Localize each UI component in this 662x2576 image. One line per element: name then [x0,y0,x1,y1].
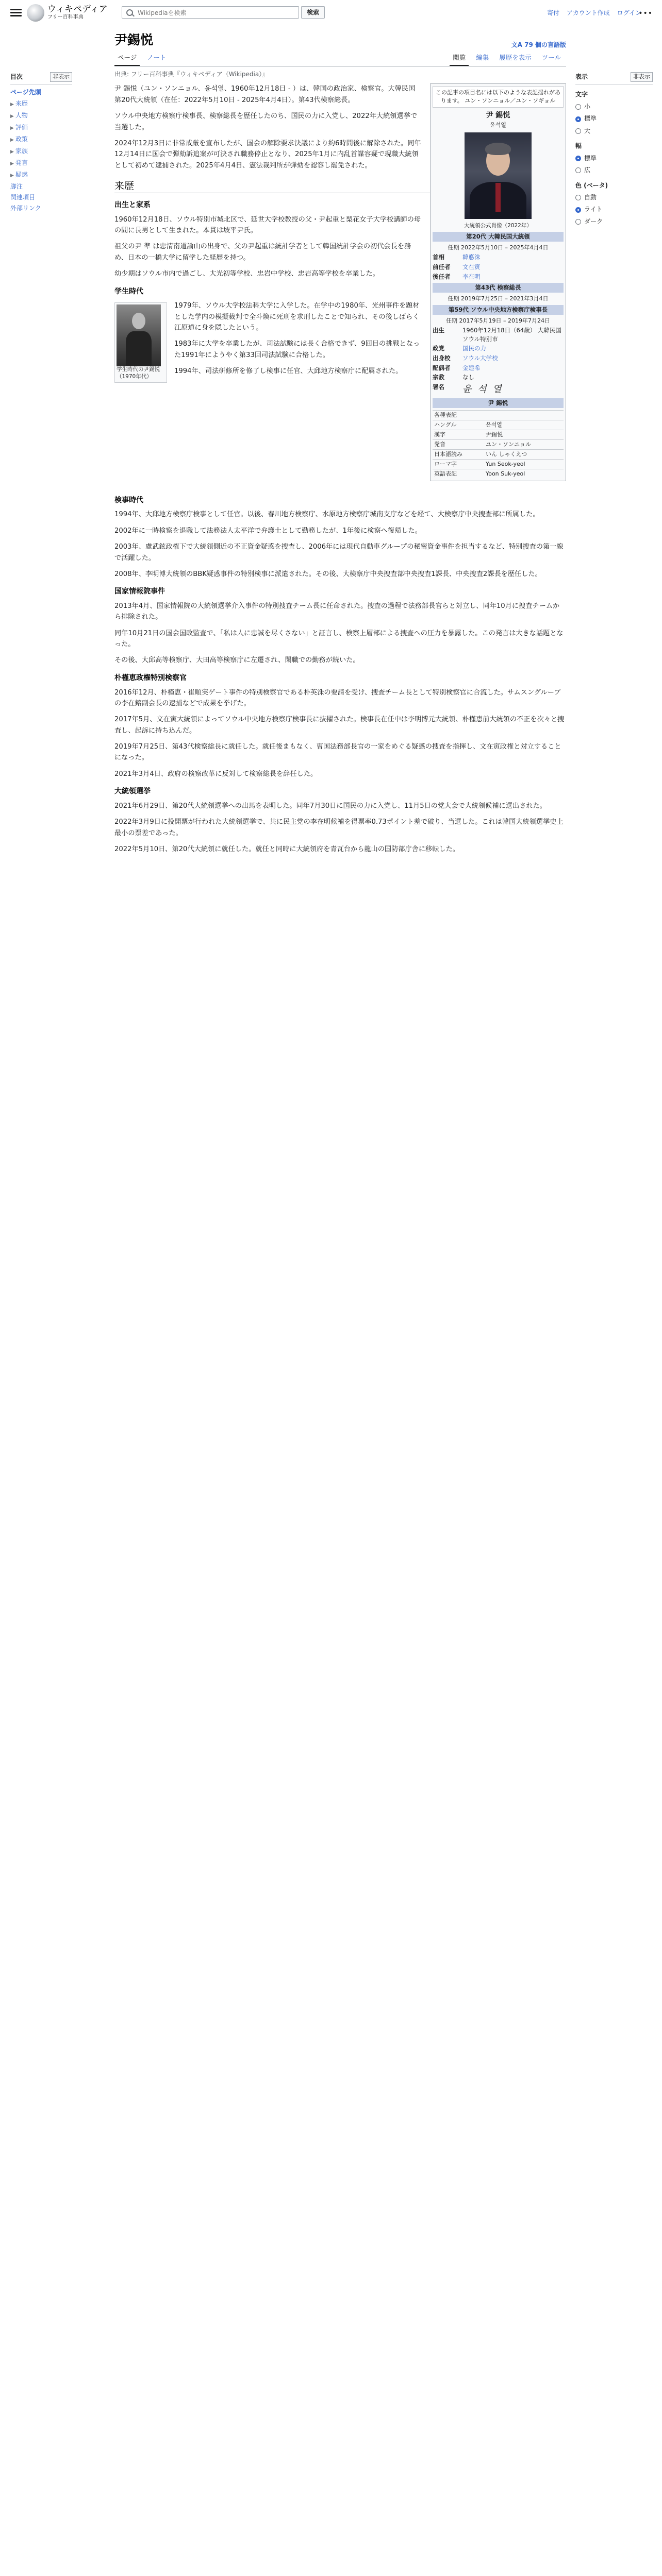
color-auto[interactable]: 自動 [575,193,653,202]
paragraph: 2002年に一時検察を退職して法務法人太平洋で弁護士として勤務したが、1年後に検察へ復帰した。 [114,527,422,535]
radio-selected-icon[interactable] [575,207,581,213]
appearance-header [575,72,653,84]
toc-item[interactable]: ▶ 発言 [10,159,28,166]
width-label: 幅 [575,142,582,150]
toc-item[interactable]: 関連項目 [10,193,36,201]
infobox [430,83,566,481]
paragraph: 2013年4月、国家情報院の大統領選挙介入事件の特別捜査チーム長に任命された。捜査の過程で法務部長官らと対立し、同年10月に捜査チームから排除された。 [114,602,560,621]
office-term: 任期 2017年5月19日 – 2019年7月24日 [446,317,550,325]
toc-item[interactable]: ▶ 人物 [10,111,28,119]
width-standard[interactable]: 標準 [575,154,653,163]
infobox-row: 後任者 李在明 [433,273,481,280]
subsection-heading: 出生と家系 [114,201,151,210]
color-dark[interactable]: ダーク [575,217,653,227]
lead-paragraph: 尹 錫悦（ユン・ソンニョル、윤석열、1960年12月18日 - ）は、韓国の政治家、検察官。大韓民国第20代大統領（在任：2022年5月10日 - 2025年4月4日）。第43代検察総長。 [114,85,416,104]
appearance-hide-button[interactable]: 非表示 [631,72,653,82]
paragraph: 2021年3月4日、政府の検察改革に反対して検察総長を辞任した。 [114,770,318,778]
chevron-right-icon[interactable]: ▶ [10,101,14,107]
paragraph: 1983年に大学を卒業したが、司法試験には長く合格できず、9回目の挑戦となった1991年にようやく第33回司法試験に合格した。 [174,340,420,359]
toc-item[interactable]: ▶ 疑惑 [10,171,28,178]
infobox-row: 首相 韓悳洙 [433,253,481,261]
paragraph: 2017年5月、文在寅大統領によってソウル中央地方検察庁検事長に抜擢された。検事長在任中は李明博元大統領、朴槿恵前大統領の不正を次々と捜査し、起訴に持ち込んだ。 [114,716,565,735]
tagline: フリー百科事典 [47,14,84,20]
lead-paragraph: 2024年12月3日に非常戒厳を宣布したが、国会の解除要求決議により約6時間後に解除された。同年12月14日に国会で弾劾訴追案が可決され職務停止となり、2025年1月に内乱首謀容疑で現職大統領として初めて逮捕された。2025年4月4日、憲法裁判所が弾劾を認容し罷免された。 [114,139,421,170]
section-heading: 来歴 [114,179,566,193]
toc-hide-button[interactable]: 非表示 [50,72,72,82]
office-term: 任期 2019年7月25日 – 2021年3月4日 [448,295,549,302]
wikipedia-logo-icon[interactable] [27,4,44,22]
chevron-right-icon[interactable]: ▶ [10,161,14,166]
subsection-heading: 大統領選挙 [114,787,151,796]
color-label: 色 (ベータ) [575,181,608,189]
subsection-heading: 朴槿恵政権特別検察官 [114,673,187,682]
subsection-heading: 国家情報院事件 [114,587,165,596]
toc-top-link[interactable]: ページ先頭 [10,89,41,96]
language-button[interactable]: 文A 79 個の言語版 [511,41,566,48]
table-row: ハングル 윤석열 [433,420,564,430]
donate-link[interactable]: 寄付 [547,9,560,16]
text-size-label: 文字 [575,91,588,98]
toc-header [10,72,72,84]
office-band: 第59代 ソウル中央地方検察庁検事長 [433,305,564,315]
radio-icon[interactable] [575,167,581,173]
paragraph: 幼少期はソウル市内で過ごし、大光初等学校、忠岩中学校、忠岩高等学校を卒業した。 [114,270,379,278]
paragraph: 1994年、司法研修所を修了し検事に任官、大邱地方検察庁に配属された。 [174,367,403,376]
paragraph: 2003年、盧武鉉政権下で大統領側近の不正資金疑惑を捜査し、2006年には現代自動車グループの秘密資金事件を担当するなど、特別捜査の第一線で活躍した。 [114,543,564,562]
chevron-right-icon[interactable]: ▶ [10,125,14,131]
student-photo-image[interactable] [117,304,161,366]
table-row: 漢字 尹錫悦 [433,430,564,440]
toc-item[interactable]: ▶ 家族 [10,147,28,155]
chevron-right-icon[interactable]: ▶ [10,137,14,143]
paragraph: 2016年12月、朴槿恵・崔順実ゲート事件の特別検察官である朴英洙の要請を受け、捜査チーム長として特別検察官に合流した。サムスングループの李在鎔副会長の逮捕などで成果を挙げた。 [114,688,561,707]
table-row: 日本語読み いん しゃくえつ [433,449,564,459]
signature-row: 署名 윤 석 열 [433,383,564,396]
lead-paragraph: ソウル中央地方検察庁検事長、検察総長を歴任したのち、国民の力に入党し、2022年大統領選挙で当選した。 [114,112,418,131]
radio-icon[interactable] [575,219,581,225]
more-options-icon[interactable]: ••• [638,9,653,18]
personal-tools [542,8,641,18]
radio-selected-icon[interactable] [575,156,581,161]
infobox-row: 配偶者 金建希 [433,364,481,371]
appearance-panel [575,72,653,229]
naming-notice: この記事の項目名には以下のような表記揺れがあります。 ユン・ソンニョル／ユン・ソギョル [433,86,564,108]
infobox-row: 出身校 ソウル大学校 [433,354,498,362]
toc-title: 目次 [10,73,23,80]
toc-item[interactable]: 脚注 [10,182,23,190]
names-table-title: 尹 錫悦 [433,398,564,408]
appearance-title: 表示 [575,73,588,80]
paragraph: 同年10月21日の国会国政監査で、「私は人に忠誠を尽くさない」と証言し、検察上層部による捜査への圧力を暴露した。この発言は大きな話題となった。 [114,629,564,649]
color-light[interactable]: ライト [575,205,653,214]
paragraph: 2021年6月29日、第20代大統領選挙への出馬を表明した。同年7月30日に国民の力に入党し、11月5日の党大会で大統領候補に選出された。 [114,802,547,810]
toc-item[interactable]: 外部リンク [10,204,41,212]
infobox-name-ko: 윤석열 [490,122,506,129]
search-icon [126,9,133,16]
text-size-standard[interactable]: 標準 [575,114,653,124]
signature-image: 윤 석 열 [462,384,503,395]
tab-read[interactable]: 閲覧 [450,53,469,66]
tab-edit[interactable]: 編集 [476,53,489,61]
chevron-right-icon[interactable]: ▶ [10,149,14,155]
radio-icon[interactable] [575,104,581,110]
create-account-link[interactable]: アカウント作成 [566,9,610,16]
tab-history[interactable]: 履歴を表示 [499,53,532,61]
portrait-image[interactable] [465,132,532,219]
radio-icon[interactable] [575,195,581,200]
paragraph: 祖父の尹 準 は忠清南道論山の出身で、父の尹起重は統計学者として韓国統計学会の初代会長を務め、日本の一橋大学に留学した経歴を持つ。 [114,243,411,262]
search-button[interactable]: 検索 [301,6,325,19]
table-row: 英語表記 Yoon Suk-yeol [433,469,564,478]
search-box[interactable] [122,6,299,19]
paragraph: 2022年5月10日、第20代大統領に就任した。就任と同時に大統領府を青瓦台から龍山の国防部庁舎に移転した。 [114,845,459,853]
paragraph: 2022年3月9日に投開票が行われた大統領選挙で、共に民主党の李在明候補を得票率0.73ポイント差で破り、当選した。これは韓国大統領選挙史上最小の票差であった。 [114,818,564,837]
office-band: 第43代 検察総長 [433,283,564,293]
names-table [433,410,564,479]
table-row: ローマ字 Yun Seok-yeol [433,459,564,469]
office-band: 第20代 大韓民国大統領 [433,232,564,242]
table-row: 発音 ユン・ソンニョル [433,439,564,449]
tab-page[interactable]: ページ [114,53,140,66]
infobox-name: 尹 錫悦 [486,111,510,120]
radio-icon[interactable] [575,128,581,134]
chevron-right-icon[interactable]: ▶ [10,113,14,119]
infobox-row: 宗教 なし [433,374,474,381]
radio-selected-icon[interactable] [575,116,581,122]
thumb-caption: 学生時代の尹錫悦（1970年代） [117,366,160,380]
paragraph: その後、大邱高等検察庁、大田高等検察庁に左遷され、閑職での勤務が続いた。 [114,656,360,665]
tab-tools[interactable]: ツール [541,53,561,61]
toc-item[interactable]: ▶ 政策 [10,135,28,143]
search-input[interactable] [137,8,293,18]
paragraph: 2019年7月25日、第43代検察総長に就任した。就任後まもなく、曺国法務部長官の一家をめぐる疑惑の捜査を指揮し、文在寅政権と対立することになった。 [114,743,561,762]
page-header [0,0,662,27]
article-body [114,83,566,855]
paragraph: 2008年、李明博大統領のBBK疑惑事件の特別検事に派遣された。その後、大検察庁中央捜査部中央捜査1課長、中央捜査2課長を歴任した。 [114,570,542,578]
main-menu-icon[interactable] [10,7,22,19]
text-size-large[interactable]: 大 [575,126,653,136]
subsection-heading: 学生時代 [114,287,143,296]
student-photo[interactable] [114,302,167,382]
paragraph: 1960年12月18日、ソウル特別市城北区で、延世大学校教授の父・尹起重と梨花女子大学校講師の母の間に長男として生まれた。本貫は坡平尹氏。 [114,215,421,235]
paragraph: 1994年、大邱地方検察庁検事として任官。以後、春川地方検察庁、水原地方検察庁城南支庁などを経て、大検察庁中央捜査部に所属した。 [114,511,540,519]
wordmark[interactable]: ウィキペディア [47,4,108,14]
tab-talk[interactable]: ノート [147,53,167,61]
text-size-small[interactable]: 小 [575,102,653,112]
width-wide[interactable]: 広 [575,165,653,175]
page-title: 尹錫悦 [114,32,154,47]
infobox-row: 出生 1960年12月18日（64歳） 大韓民国 ソウル特別市 [433,327,561,343]
login-link[interactable]: ログイン [617,9,641,16]
main-content [114,27,566,860]
portrait-caption: 大統領公式肖像（2022年） [464,223,532,229]
table-of-contents [10,72,72,214]
office-term: 任期 2022年5月10日 – 2025年4月4日 [448,244,549,251]
infobox-row: 政党 国民の力 [433,345,486,352]
infobox-row: 前任者 文在寅 [433,263,481,271]
table-row: 各種表記 [433,411,564,420]
page-tabs [114,53,566,66]
paragraph: 1979年、ソウル大学校法科大学に入学した。在学中の1980年、光州事件を題材とした学内の模擬裁判で全斗煥に死刑を求刑したことで知られ、その後しばらく江原道に身を隠したという。 [174,302,420,332]
subsection-heading: 検事時代 [114,496,143,504]
toc-item[interactable]: ▶ 来歴 [10,99,28,107]
chevron-right-icon[interactable]: ▶ [10,173,14,178]
toc-item[interactable]: ▶ 評価 [10,123,28,131]
page-source-note: 出典: フリー百科事典『ウィキペディア（Wikipedia）』 [114,71,269,78]
